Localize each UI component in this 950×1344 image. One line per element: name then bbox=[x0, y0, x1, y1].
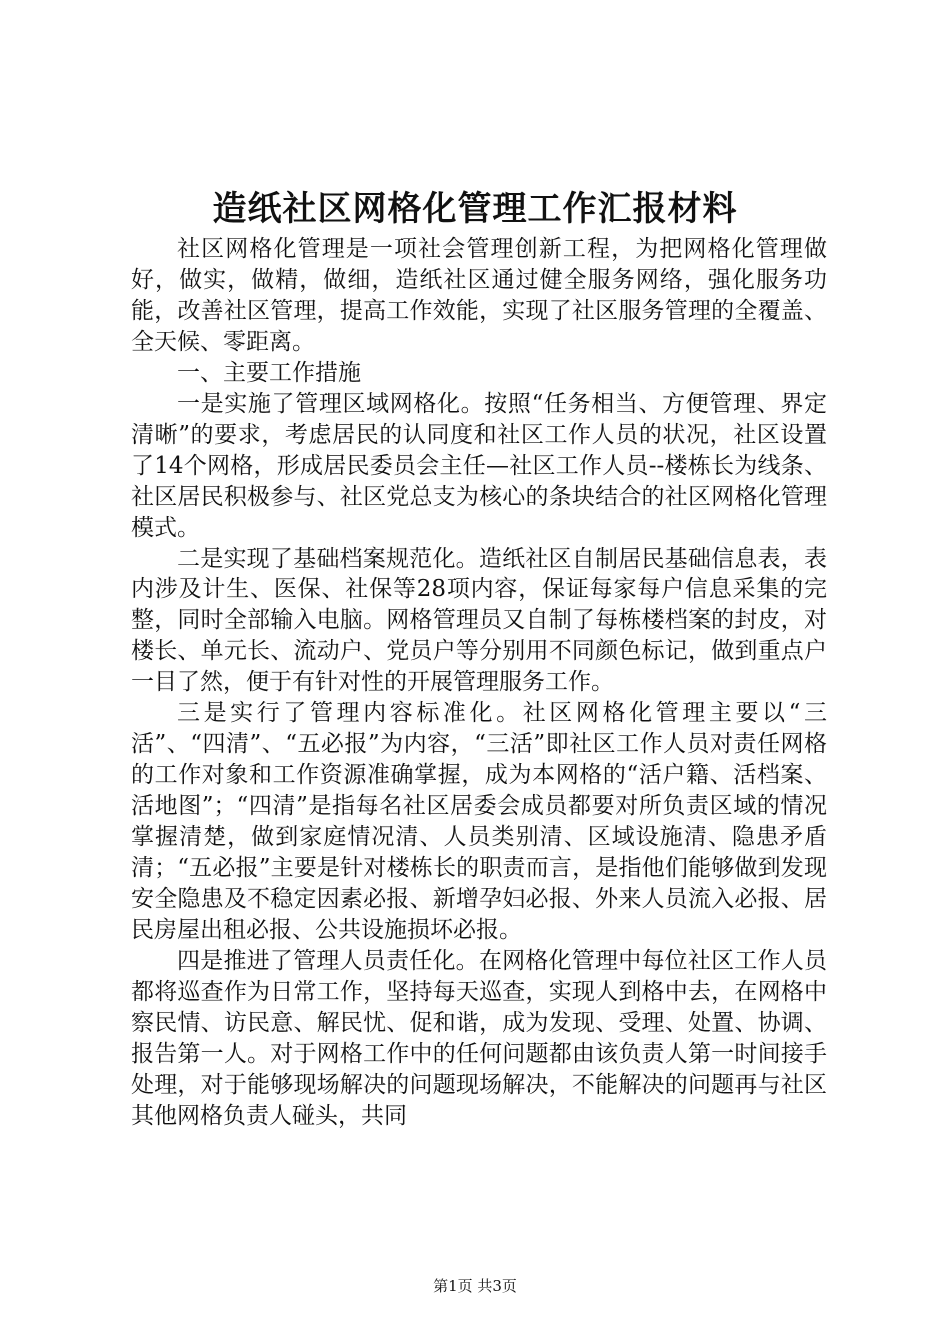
document-title: 造纸社区网格化管理工作汇报材料 bbox=[212, 189, 738, 229]
page-footer: 第1页 共3页 bbox=[433, 1277, 517, 1295]
paragraph-intro: 社区网格化管理是一项社会管理创新工程，为把网格化管理做好，做实，做精，做细，造纸社区通过健全服务网络，强化服务功能，改善社区管理，提高工作效能，实现了社区服务管理的全覆盖、全天候、零距离。 bbox=[131, 236, 827, 355]
section-heading-measures: 一、主要工作措施 bbox=[177, 359, 361, 386]
paragraph-measure-2: 二是实现了基础档案规范化。造纸社区自制居民基础信息表，表内涉及计生、医保、社保等28项内容，保证每家每户信息采集的完整，同时全部输入电脑。网格管理员又自制了每栋楼档案的封皮，对楼长、单元长、流动户、党员户等分别用不同颜色标记，做到重点户一目了然，便于有针对性的开展管理服务工作。 bbox=[131, 545, 827, 696]
document-body bbox=[131, 234, 827, 1132]
paragraph-measure-3: 三是实行了管理内容标准化。社区网格化管理主要以“三活”、“四清”、“五必报”为内容，“三活”即社区工作人员对责任网格的工作对象和工作资源准确掌握，成为本网格的“活户籍、活档案、活地图”；“四清”是指每名社区居委会成员都要对所负责区域的情况掌握清楚，做到家庭情况清、人员类别清、区域设施清、隐患矛盾清；“五必报”主要是针对楼栋长的职责而言，是指他们能够做到发现安全隐患及不稳定因素必报、新增孕妇必报、外来人员流入必报、居民房屋出租必报、公共设施损坏必报。 bbox=[131, 700, 827, 943]
paragraph-measure-1: 一是实施了管理区域网格化。按照“任务相当、方便管理、界定清晰”的要求，考虑居民的认同度和社区工作人员的状况，社区设置了14个网格，形成居民委员会主任—社区工作人员--楼栋长为线条、社区居民积极参与、社区党总支为核心的条块结合的社区网格化管理模式。 bbox=[131, 390, 827, 541]
paragraph-measure-4: 四是推进了管理人员责任化。在网格化管理中每位社区工作人员都将巡查作为日常工作，坚持每天巡查，实现人到格中去，在网格中察民情、访民意、解民忧、促和谐，成为发现、受理、处置、协调、报告第一人。对于网格工作中的任何问题都由该负责人第一时间接手处理，对于能够现场解决的问题现场解决，不能解决的问题再与社区其他网格负责人碰头，共同 bbox=[131, 947, 827, 1129]
